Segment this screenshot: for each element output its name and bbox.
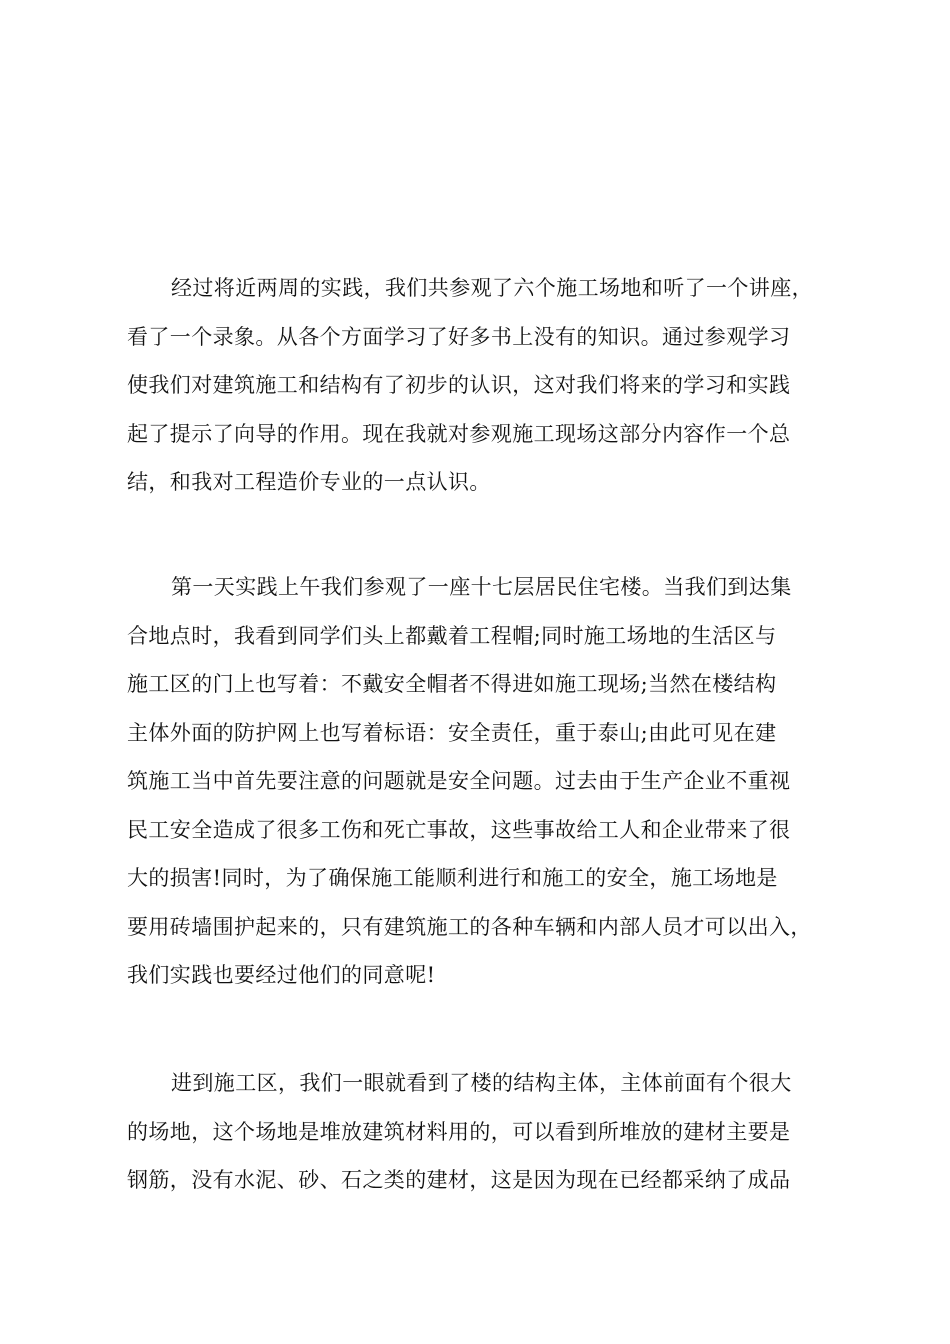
text-line: 经过将近两周的实践，我们共参观了六个施工场地和听了一个讲座，	[171, 276, 813, 300]
paragraph-3	[127, 1059, 835, 1205]
text-line: 钢筋，没有水泥、砂、石之类的建材，这是因为现在已经都采纳了成品	[127, 1168, 791, 1192]
text-line: 主体外面的防护网上也写着标语：安全责任，重于泰山;由此可见在建	[127, 720, 777, 745]
text-line: 我们实践也要经过他们的同意呢!	[127, 963, 436, 987]
text-line: 要用砖墙围护起来的，只有建筑施工的各种车辆和内部人员才可以出入，	[127, 914, 812, 939]
text-line: 进到施工区，我们一眼就看到了楼的结构主体，主体前面有个很大	[171, 1071, 792, 1095]
paragraph-1	[127, 264, 835, 507]
text-line: 起了提示了向导的作用。现在我就对参观施工现场这部分内容作一个总	[127, 421, 791, 446]
paragraph-2	[127, 563, 835, 1000]
text-line: 筑施工当中首先要注意的问题就是安全问题。过去由于生产企业不重视	[127, 769, 791, 793]
text-line: 结，和我对工程造价专业的一点认识。	[127, 470, 491, 494]
text-line: 的场地，这个场地是堆放建筑材料用的，可以看到所堆放的建材主要是	[127, 1119, 791, 1144]
text-line: 施工区的门上也写着：不戴安全帽者不得进如施工现场;当然在楼结构	[127, 672, 777, 696]
text-line: 大的损害!同时，为了确保施工能顺利进行和施工的安全，施工场地是	[127, 866, 778, 890]
text-line: 第一天实践上午我们参观了一座十七层居民住宅楼。当我们到达集	[171, 575, 792, 599]
text-line: 民工安全造成了很多工伤和死亡事故，这些事故给工人和企业带来了很	[127, 817, 791, 842]
text-line: 合地点时，我看到同学们头上都戴着工程帽;同时施工场地的生活区与	[127, 623, 777, 648]
text-line: 看了一个录象。从各个方面学习了好多书上没有的知识。通过参观学习	[127, 324, 791, 349]
text-line: 使我们对建筑施工和结构有了初步的认识，这对我们将来的学习和实践	[127, 373, 791, 397]
